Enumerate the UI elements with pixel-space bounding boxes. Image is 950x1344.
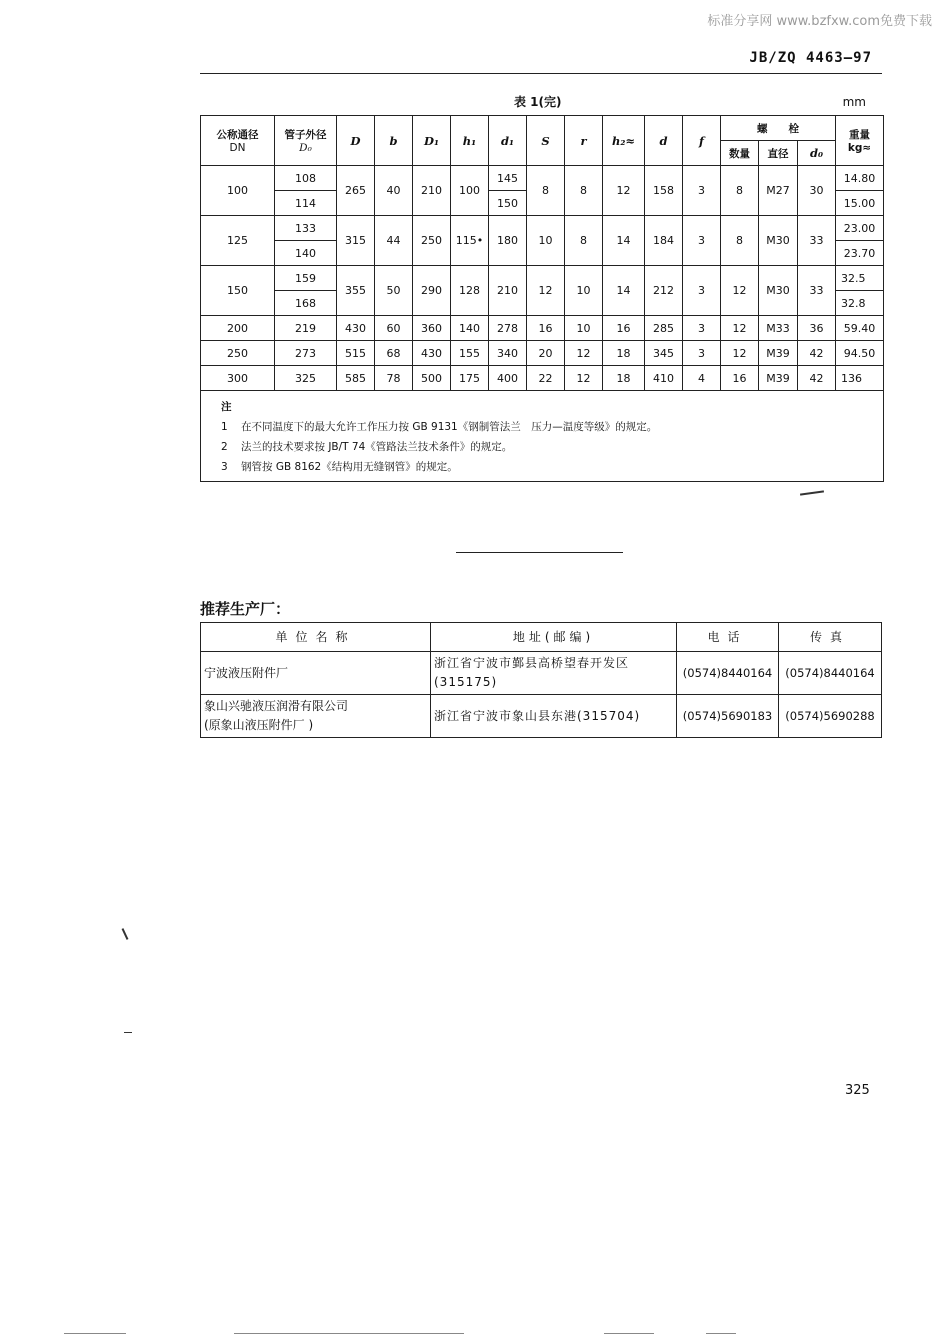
table-row: 125 133 315 44 250 115• 180 10 8 14 184 3 8 M30 33 23.00 [201,216,884,241]
flange-dimension-table [200,115,884,482]
header-pipe-od: 管子外径 D₀ [275,116,337,166]
manufacturer-row [201,695,882,738]
manufacturer-former-name: (原象山液压附件厂 ) [204,718,314,732]
table-row: 140 23.70 [201,241,884,266]
watermark: 标准分享网 www.bzfxw.com免费下载 [707,14,932,29]
header-fax: 传真 [779,623,882,652]
scan-mark [800,490,824,495]
header-address: 地址(邮编) [431,623,677,652]
header-b: b [375,116,413,166]
separator-rule [456,552,623,553]
footer-rule [234,1333,464,1334]
footer-rule [604,1333,654,1334]
footer-rule [64,1333,126,1334]
manufacturer-address: 浙江省宁波市鄞县高桥望春开发区 [434,656,630,670]
table-row: 300 325 585 78 500 175 400 22 12 18 410 4 16 M39 42 136 [201,366,884,391]
page-number: 325 [845,1083,870,1098]
table-unit: mm [842,95,866,109]
table-row: 168 32.8 [201,291,884,316]
manufacturer-table [200,622,882,738]
header-h2: h₂≈ [603,116,645,166]
header-f: f [683,116,721,166]
table-notes [201,391,884,482]
header-weight: 重量 kg≈ [836,116,884,166]
manufacturer-row [201,652,882,695]
footer-rule [706,1333,736,1334]
table-row: 114 150 15.00 [201,191,884,216]
manufacturer-fax: (0574)5690288 [779,695,882,738]
notes-heading: 注 [221,401,232,413]
header-d: d [645,116,683,166]
manufacturer-name: 象山兴驰液压润滑有限公司 [204,699,349,713]
manufacturer-fax: (0574)8440164 [779,652,882,695]
scan-mark [124,1032,132,1033]
header-rule [200,73,882,74]
manufacturer-phone: (0574)8440164 [677,652,779,695]
header-phone: 电话 [677,623,779,652]
header-d1: d₁ [489,116,527,166]
note-item: 1 在不同温度下的最大允许工作压力按 GB 9131《钢制管法兰 压力—温度等级》的规定。 [221,421,658,433]
table-row: 250 273 515 68 430 155 340 20 12 18 345 3 12 M39 42 94.50 [201,341,884,366]
notes-row [201,391,884,482]
table-row: 150 159 355 50 290 128 210 12 10 14 212 3 12 M30 33 32.5 [201,266,884,291]
table-title: 表 1(完) [514,95,562,109]
note-item: 3 钢管按 GB 8162《结构用无缝钢管》的规定。 [221,461,458,473]
header-r: r [565,116,603,166]
header-S: S [527,116,565,166]
manufacturer-phone: (0574)5690183 [677,695,779,738]
standard-number: JB/ZQ 4463—97 [749,50,872,66]
header-bolt: 螺 栓 [721,116,836,141]
manufacturer-postcode: (315175) [434,675,498,689]
header-bolt-dia: 直径 [759,141,798,166]
recommended-manufacturers-title: 推荐生产厂： [200,600,291,618]
note-item: 2 法兰的技术要求按 JB/T 74《管路法兰技术条件》的规定。 [221,441,513,453]
manufacturer-name: 宁波液压附件厂 [204,665,289,680]
header-bolt-d0: d₀ [798,141,836,166]
header-h1: h₁ [451,116,489,166]
manufacturer-address: 浙江省宁波市象山县东港(315704) [434,708,641,723]
header-bolt-count: 数量 [721,141,759,166]
header-dn: 公称通径 DN [201,116,275,166]
header-unit-name: 单位名称 [201,623,431,652]
header-D: D [337,116,375,166]
table-row: 100 108 265 40 210 100 145 8 8 12 158 3 8 M27 30 14.80 [201,166,884,191]
manufacturer-header-row [201,623,882,652]
header-D1: D₁ [413,116,451,166]
scan-mark [122,928,129,940]
table-row: 200 219 430 60 360 140 278 16 10 16 285 3 12 M33 36 59.40 [201,316,884,341]
